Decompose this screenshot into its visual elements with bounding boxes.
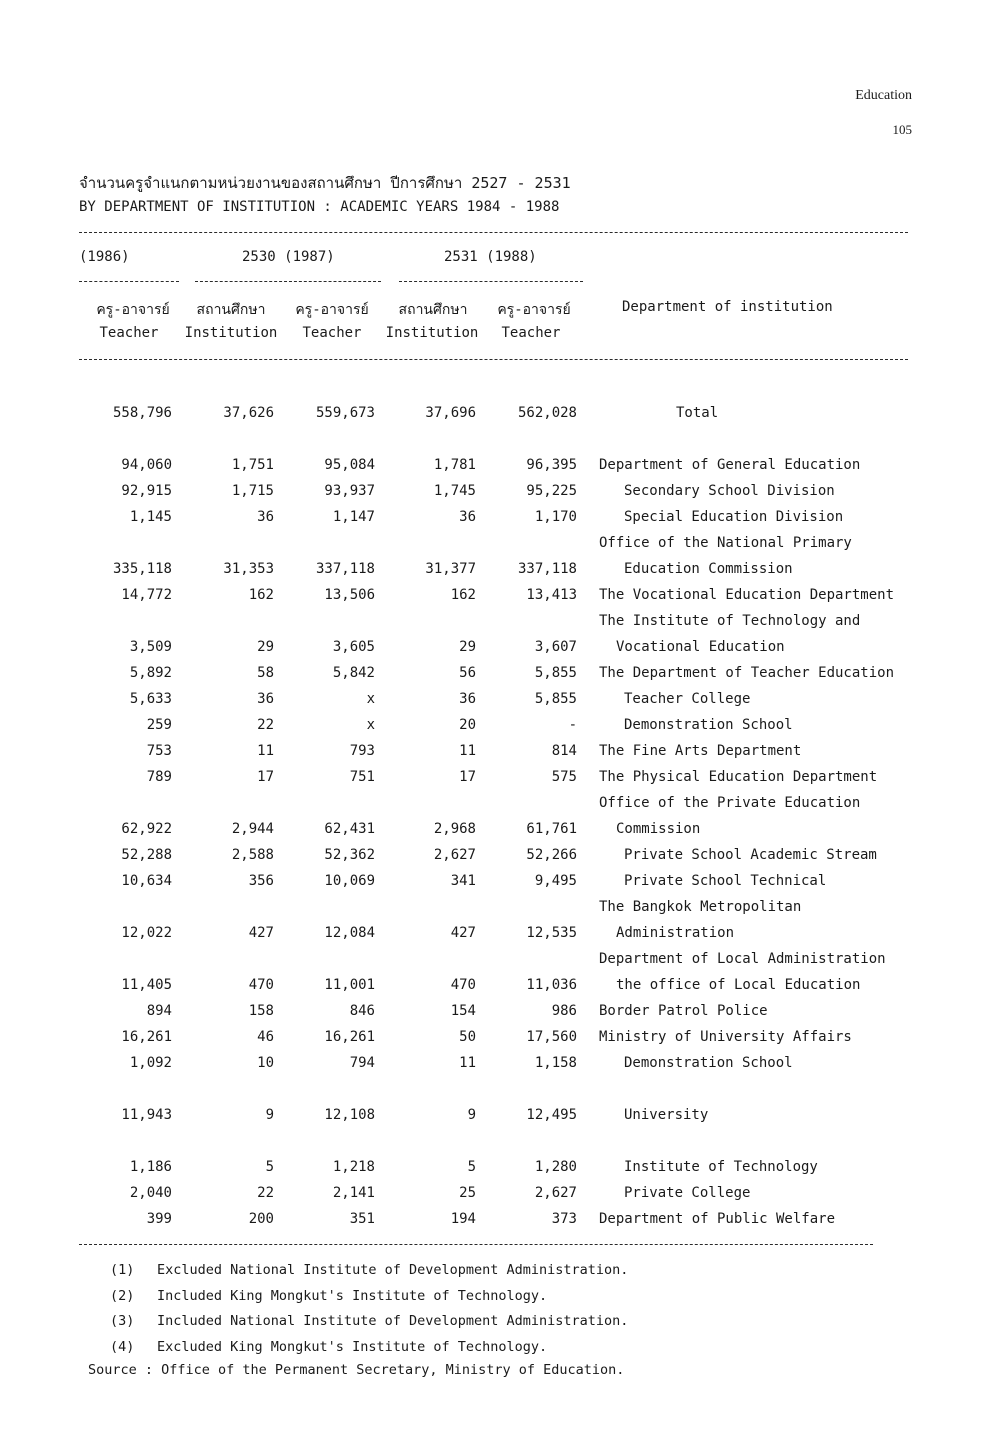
cell-teacher-1987: 793	[349, 743, 375, 759]
table-row	[0, 766, 990, 792]
cell-teacher-1988: 562,028	[517, 405, 577, 421]
footnote-mark: (3)	[110, 1313, 135, 1329]
cell-teacher-1986: 5,633	[129, 691, 172, 707]
cell-teacher-1987: 93,937	[324, 483, 375, 499]
cell-teacher-1986: 2,040	[129, 1185, 172, 1201]
table-row	[0, 948, 990, 974]
cell-teacher-1987: 2,141	[332, 1185, 375, 1201]
cell-institution-1988: 20	[459, 717, 476, 733]
table-row	[0, 844, 990, 870]
cell-teacher-1988: 9,495	[534, 873, 577, 889]
table-title-thai: จำนวนครูจำแนกตามหน่วยงานของสถานศึกษา ปีการศึกษา 2527 - 2531	[79, 174, 571, 192]
table-row	[0, 1052, 990, 1078]
cell-teacher-1988: 5,855	[534, 665, 577, 681]
cell-teacher-1987: 52,362	[324, 847, 375, 863]
cell-institution-1987: 1,751	[231, 457, 274, 473]
cell-institution-1988: 25	[459, 1185, 476, 1201]
cell-institution-1988: 194	[450, 1211, 476, 1227]
row-label: Private College	[624, 1185, 751, 1201]
header-top-rule	[79, 232, 908, 233]
cell-teacher-1986: 1,092	[129, 1055, 172, 1071]
row-label: Vocational Education	[616, 639, 785, 655]
row-label: The Department of Teacher Education	[599, 665, 895, 681]
cell-teacher-1988: 12,495	[526, 1107, 577, 1123]
row-label: The Physical Education Department	[599, 769, 878, 785]
cell-institution-1988: 17	[459, 769, 476, 785]
cell-teacher-1988: 12,535	[526, 925, 577, 941]
cell-teacher-1988: 61,761	[526, 821, 577, 837]
year-header-1988: 2531 (1988)	[444, 249, 537, 265]
cell-teacher-1987: 794	[349, 1055, 375, 1071]
cell-teacher-1986: 62,922	[121, 821, 172, 837]
table-row	[0, 714, 990, 740]
table-row	[0, 896, 990, 922]
cell-teacher-1986: 94,060	[121, 457, 172, 473]
table-row	[0, 922, 990, 948]
cell-institution-1987: 22	[257, 717, 274, 733]
cell-teacher-1986: 12,022	[121, 925, 172, 941]
cell-teacher-1988: 373	[551, 1211, 577, 1227]
table-row	[0, 1182, 990, 1208]
cell-institution-1987: 1,715	[231, 483, 274, 499]
cell-teacher-1986: 789	[146, 769, 172, 785]
cell-institution-1988: 427	[450, 925, 476, 941]
cell-teacher-1988: 95,225	[526, 483, 577, 499]
cell-teacher-1987: 12,108	[324, 1107, 375, 1123]
cell-teacher-1986: 558,796	[112, 405, 172, 421]
cell-teacher-1987: 5,842	[332, 665, 375, 681]
cell-institution-1988: 50	[459, 1029, 476, 1045]
row-label: Ministry of University Affairs	[599, 1029, 852, 1045]
table-row	[0, 662, 990, 688]
cell-teacher-1987: 846	[349, 1003, 375, 1019]
cell-teacher-1988: 986	[551, 1003, 577, 1019]
row-label: The Fine Arts Department	[599, 743, 802, 759]
source-note: Source : Office of the Permanent Secretary, Ministry of Education.	[88, 1362, 625, 1378]
footnote-mark: (4)	[110, 1339, 135, 1355]
table-row	[0, 532, 990, 558]
year-underline-1988	[399, 281, 583, 282]
cell-teacher-1988: 96,395	[526, 457, 577, 473]
footnote-text: Included National Institute of Development Administration.	[157, 1313, 629, 1329]
table-row	[0, 1104, 990, 1130]
cell-institution-1988: 11	[459, 743, 476, 759]
cell-institution-1987: 10	[257, 1055, 274, 1071]
cell-teacher-1987: 337,118	[315, 561, 375, 577]
cell-institution-1988: 36	[459, 691, 476, 707]
table-row	[0, 818, 990, 844]
cell-institution-1988: 5	[467, 1159, 476, 1175]
cell-teacher-1986: 16,261	[121, 1029, 172, 1045]
cell-institution-1987: 58	[257, 665, 274, 681]
row-label: Border Patrol Police	[599, 1003, 768, 1019]
col-en-teacher-1987: Teacher	[302, 325, 362, 341]
table-row	[0, 1026, 990, 1052]
page-number: 105	[892, 122, 912, 137]
table-row	[0, 610, 990, 636]
cell-teacher-1987: 351	[349, 1211, 375, 1227]
table-row	[0, 740, 990, 766]
col-thai-teacher-1988: ครู-อาจารย์	[497, 302, 571, 318]
col-en-institution-1988: Institution	[385, 325, 479, 341]
cell-teacher-1986: 894	[146, 1003, 172, 1019]
cell-institution-1987: 11	[257, 743, 274, 759]
cell-institution-1987: 2,588	[231, 847, 274, 863]
dept-header: Department of institution	[622, 299, 833, 315]
cell-teacher-1987: 1,218	[332, 1159, 375, 1175]
row-label: The Vocational Education Department	[599, 587, 895, 603]
cell-teacher-1988: 11,036	[526, 977, 577, 993]
table-row	[0, 480, 990, 506]
cell-institution-1987: 46	[257, 1029, 274, 1045]
cell-institution-1987: 427	[248, 925, 274, 941]
cell-institution-1987: 158	[248, 1003, 274, 1019]
cell-teacher-1986: 259	[146, 717, 172, 733]
year-underline-1986	[79, 281, 179, 282]
table-row	[0, 792, 990, 818]
table-row	[0, 454, 990, 480]
cell-teacher-1986: 10,634	[121, 873, 172, 889]
cell-institution-1987: 29	[257, 639, 274, 655]
row-label: Institute of Technology	[624, 1159, 818, 1175]
row-label: Department of Local Administration	[599, 951, 886, 967]
table-row	[0, 636, 990, 662]
row-label: Office of the National Primary	[599, 535, 852, 551]
footnote-text: Excluded National Institute of Development Administration.	[157, 1262, 629, 1278]
cell-institution-1988: 1,745	[433, 483, 476, 499]
row-label: Private School Technical	[624, 873, 827, 889]
cell-institution-1987: 356	[248, 873, 274, 889]
cell-teacher-1988: 1,170	[534, 509, 577, 525]
cell-institution-1987: 31,353	[223, 561, 274, 577]
cell-teacher-1987: 1,147	[332, 509, 375, 525]
cell-institution-1987: 37,626	[223, 405, 274, 421]
row-label: Administration	[616, 925, 735, 941]
row-label: Special Education Division	[624, 509, 844, 525]
cell-teacher-1987: 16,261	[324, 1029, 375, 1045]
table-title-english: BY DEPARTMENT OF INSTITUTION : ACADEMIC YEARS 1984 - 1988	[79, 199, 560, 215]
table-row	[0, 558, 990, 584]
cell-teacher-1988: 814	[551, 743, 577, 759]
cell-institution-1988: 2,968	[433, 821, 476, 837]
cell-teacher-1988: -	[568, 717, 577, 733]
row-label: The Institute of Technology and	[599, 613, 861, 629]
cell-teacher-1986: 3,509	[129, 639, 172, 655]
cell-institution-1988: 341	[450, 873, 476, 889]
cell-institution-1988: 470	[450, 977, 476, 993]
cell-teacher-1988: 2,627	[534, 1185, 577, 1201]
table-row	[0, 402, 990, 428]
year-underline-1987	[195, 281, 381, 282]
cell-teacher-1986: 1,186	[129, 1159, 172, 1175]
cell-teacher-1986: 5,892	[129, 665, 172, 681]
col-thai-teacher-1987: ครู-อาจารย์	[295, 302, 369, 318]
cell-institution-1988: 154	[450, 1003, 476, 1019]
cell-institution-1988: 56	[459, 665, 476, 681]
table-bottom-rule	[79, 1244, 873, 1245]
row-label: Demonstration School	[624, 1055, 793, 1071]
cell-institution-1987: 470	[248, 977, 274, 993]
footnote-text: Included King Mongkut's Institute of Technology.	[157, 1288, 548, 1304]
cell-teacher-1987: 12,084	[324, 925, 375, 941]
cell-institution-1987: 36	[257, 509, 274, 525]
cell-teacher-1986: 92,915	[121, 483, 172, 499]
cell-teacher-1988: 3,607	[534, 639, 577, 655]
cell-institution-1988: 31,377	[425, 561, 476, 577]
cell-institution-1988: 37,696	[425, 405, 476, 421]
footnote-mark: (2)	[110, 1288, 135, 1304]
cell-institution-1988: 36	[459, 509, 476, 525]
header-bottom-rule	[79, 359, 908, 360]
cell-teacher-1986: 1,145	[129, 509, 172, 525]
row-label: the office of Local Education	[616, 977, 861, 993]
cell-institution-1988: 2,627	[433, 847, 476, 863]
table-row	[0, 506, 990, 532]
cell-teacher-1987: 751	[349, 769, 375, 785]
table-row	[0, 870, 990, 896]
row-label: Department of General Education	[599, 457, 861, 473]
cell-teacher-1987: 3,605	[332, 639, 375, 655]
section-name: Education	[855, 88, 912, 103]
row-label: Education Commission	[624, 561, 793, 577]
cell-teacher-1988: 1,280	[534, 1159, 577, 1175]
cell-teacher-1986: 753	[146, 743, 172, 759]
row-label: University	[624, 1107, 709, 1123]
cell-teacher-1986: 335,118	[112, 561, 172, 577]
cell-institution-1987: 9	[265, 1107, 274, 1123]
col-thai-institution-1988: สถานศึกษา	[398, 302, 468, 318]
cell-institution-1988: 9	[467, 1107, 476, 1123]
row-label: Commission	[616, 821, 701, 837]
cell-teacher-1986: 11,943	[121, 1107, 172, 1123]
cell-teacher-1988: 5,855	[534, 691, 577, 707]
cell-institution-1987: 162	[248, 587, 274, 603]
table-row	[0, 1156, 990, 1182]
row-label: The Bangkok Metropolitan	[599, 899, 802, 915]
cell-institution-1987: 2,944	[231, 821, 274, 837]
cell-institution-1988: 29	[459, 639, 476, 655]
cell-teacher-1987: 559,673	[315, 405, 375, 421]
cell-teacher-1986: 14,772	[121, 587, 172, 603]
year-header-1987: 2530 (1987)	[242, 249, 335, 265]
cell-teacher-1988: 52,266	[526, 847, 577, 863]
cell-teacher-1988: 1,158	[534, 1055, 577, 1071]
col-thai-teacher-1986: ครู-อาจารย์	[96, 302, 170, 318]
row-label: Secondary School Division	[624, 483, 835, 499]
cell-institution-1987: 36	[257, 691, 274, 707]
table-row	[0, 974, 990, 1000]
row-label: Teacher College	[624, 691, 751, 707]
table-row	[0, 584, 990, 610]
cell-teacher-1988: 13,413	[526, 587, 577, 603]
col-thai-institution-1987: สถานศึกษา	[196, 302, 266, 318]
cell-teacher-1988: 17,560	[526, 1029, 577, 1045]
cell-teacher-1988: 575	[551, 769, 577, 785]
table-row	[0, 688, 990, 714]
cell-teacher-1987: x	[366, 691, 375, 707]
row-label: Demonstration School	[624, 717, 793, 733]
cell-teacher-1987: 95,084	[324, 457, 375, 473]
table-row	[0, 1208, 990, 1234]
col-en-teacher-1986: Teacher	[99, 325, 159, 341]
cell-institution-1987: 17	[257, 769, 274, 785]
cell-institution-1988: 162	[450, 587, 476, 603]
cell-institution-1987: 5	[265, 1159, 274, 1175]
year-header-1986: (1986)	[79, 249, 130, 265]
col-en-institution-1987: Institution	[184, 325, 278, 341]
cell-teacher-1988: 337,118	[517, 561, 577, 577]
cell-teacher-1987: x	[366, 717, 375, 733]
cell-teacher-1987: 13,506	[324, 587, 375, 603]
cell-teacher-1987: 10,069	[324, 873, 375, 889]
cell-institution-1987: 22	[257, 1185, 274, 1201]
row-label: Office of the Private Education	[599, 795, 861, 811]
row-label: Private School Academic Stream	[624, 847, 877, 863]
cell-teacher-1986: 52,288	[121, 847, 172, 863]
cell-institution-1988: 1,781	[433, 457, 476, 473]
col-en-teacher-1988: Teacher	[501, 325, 561, 341]
cell-institution-1987: 200	[248, 1211, 274, 1227]
footnote-mark: (1)	[110, 1262, 135, 1278]
table-row	[0, 1000, 990, 1026]
row-label: Department of Public Welfare	[599, 1211, 836, 1227]
cell-teacher-1986: 11,405	[121, 977, 172, 993]
cell-teacher-1987: 62,431	[324, 821, 375, 837]
footnote-text: Excluded King Mongkut's Institute of Technology.	[157, 1339, 548, 1355]
cell-teacher-1986: 399	[146, 1211, 172, 1227]
row-label: Total	[676, 405, 719, 421]
cell-teacher-1987: 11,001	[324, 977, 375, 993]
cell-institution-1988: 11	[459, 1055, 476, 1071]
